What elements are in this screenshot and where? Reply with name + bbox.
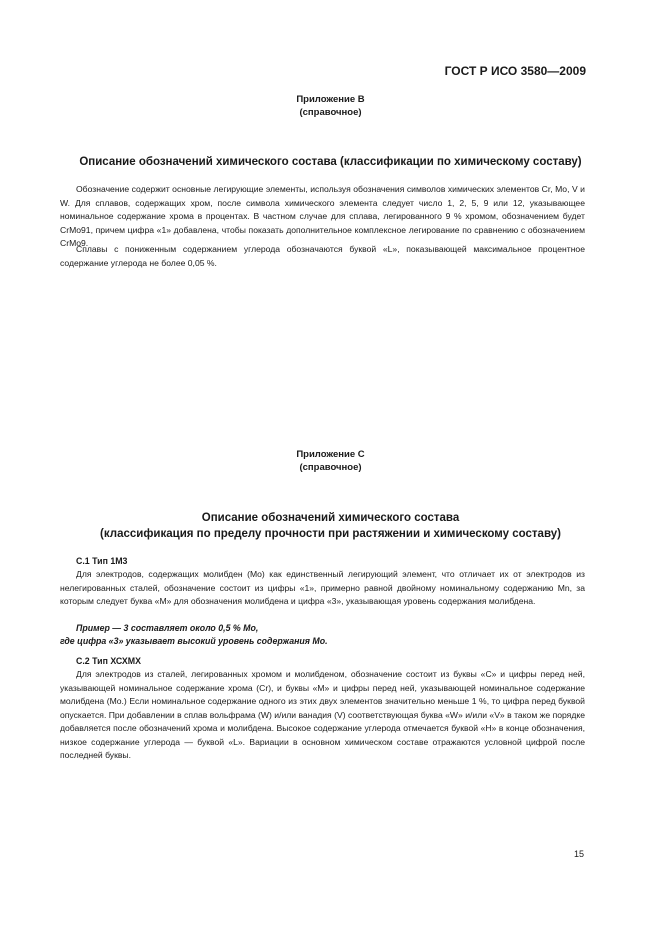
clause-c2-text: Для электродов из сталей, легированных хромом и молибденом, обозначение состоит из буквы «С» и цифры перед ней, указывающей номинальное содержание хрома (Cr), и буквы «М» и цифры перед ней, указывающей номинальное содержание молибдена (Mo.) Если номинальное содержание одного из этих двух элементов значительно меньше 1 %, то цифра перед буквой опускается. При добавлении в сплав вольфрама (W) и/или ванадия (V) соответствующая буква «W» и/или «V» в таком же порядке добавляется после обозначений хрома и молибдена. Высокое содержание углерода отмечается буквой «Н» в конце обозначения, низкое содержание углерода — буквой «L». Вариации в основном химическом составе отражаются условной цифрой после последней буквы. [60, 669, 585, 760]
clause-c1-example-line-1: Пример — 3 составляет около 0,5 % Mo, [76, 623, 259, 633]
annex-b-paragraph-2: Сплавы с пониженным содержанием углерода обозначаются буквой «L», показывающей максимальное процентное содержание углерода не более 0,05 %. [60, 244, 585, 268]
document-code: ГОСТ Р ИСО 3580—2009 [444, 64, 586, 78]
clause-c1-example-line-2: где цифра «3» указывает высокий уровень содержания Mo. [60, 636, 328, 646]
annex-c-title: Приложение С [296, 449, 365, 460]
annex-b-note: (справочное) [299, 107, 362, 118]
annex-c-heading-line-1: Описание обозначений химического состава [201, 512, 460, 524]
annex-b-heading: Описание обозначений химического состава (классификации по химическому составу) [79, 156, 582, 168]
clause-c1-text: Для электродов, содержащих молибден (Mo) как единственный легирующий элемент, что отличает их от электродов из нелегированных сталей, обозначение состоит из цифры «1», примерно равной двойному номинальному содержанию Mn, за которым следует буква «М» для обозначения молибдена и цифра «3», указывающая уровень содержания молибдена. [60, 569, 585, 606]
clause-c2-title: С.2 Тип ХСХМХ [76, 656, 141, 666]
annex-c-heading-line-2: (классификация по пределу прочности при растяжении и химическому составу) [100, 528, 561, 540]
clause-c1-title: С.1 Тип 1М3 [76, 556, 128, 566]
annex-b-title: Приложение В [296, 94, 365, 105]
annex-c-note: (справочное) [299, 462, 362, 473]
page-number: 15 [573, 849, 584, 859]
annex-b-paragraph-1: Обозначение содержит основные легирующие элементы, используя обозначения символов химических элементов Cr, Mo, V и W. Для сплавов, содержащих хром, после символа химического элемента следует число 1, 2, 5, 9 или 12, указывающее номинальное содержание хрома в процентах. В частном случае для сплава, легированного 9 % хромом, обозначением будет CrMo91, причем цифра «1» добавлена, чтобы показать дополнительное комплексное легирование по сравнению с обозначением CrMo9. [60, 184, 585, 248]
